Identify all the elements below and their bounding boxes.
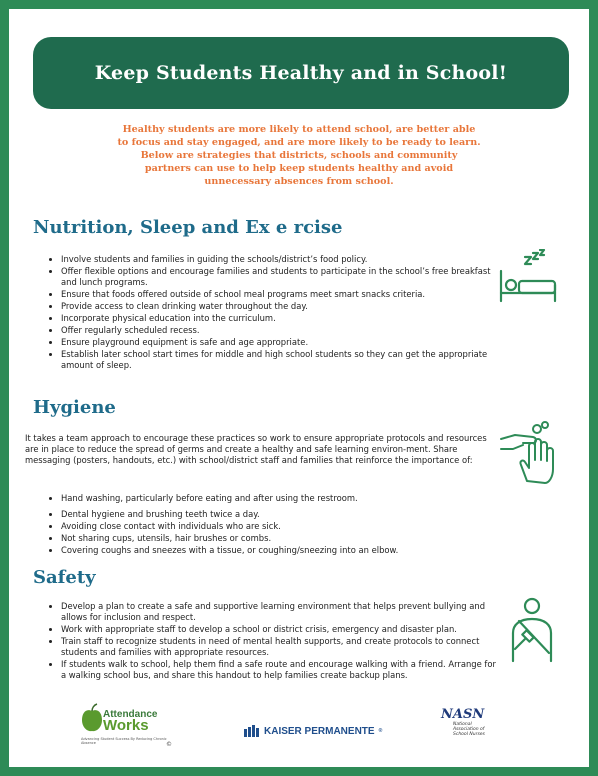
safety-list — [33, 601, 501, 682]
list-item: • If students walk to school, help them find a safe route and encourage walking with a friend. Arrange for a walking school bus, and share this handout to help families create backup plans. — [61, 659, 501, 681]
intro-line: Healthy students are more likely to attend school, are better able — [122, 124, 476, 135]
list-item: • Offer regularly scheduled recess. — [61, 325, 491, 336]
kaiser-symbol-icon — [244, 725, 260, 737]
kaiser-wordmark: KAISER PERMANENTE — [264, 725, 375, 737]
handout-page — [9, 9, 589, 767]
attendance-works-tagline: Advancing Student Success By Reducing Chronic Absence — [81, 737, 167, 745]
list-item: • Involve students and families in guiding the schools/district’s food policy. — [61, 254, 491, 265]
list-item: • Incorporate physical education into the curriculum. — [61, 313, 491, 324]
hygiene-paragraph: It takes a team approach to encourage these practices so work to ensure appropriate protocols and resources are in place to reduce the spread of germs and create a healthy and safe learning environ-ment. Share messaging (posters, handouts, etc.) with school/district staff and families that reinforce the importance of: — [25, 433, 487, 465]
copyright-mark: © — [166, 741, 172, 748]
title-banner — [33, 37, 569, 109]
nasn-subtitle-2: Association of — [453, 727, 485, 732]
list-item: • Dental hygiene and brushing teeth twice a day. — [61, 509, 491, 520]
intro-line: partners can use to help keep students healthy and avoid — [144, 163, 454, 174]
seatbelt-icon — [507, 597, 557, 665]
list-item: • Work with appropriate staff to develop a school or district crisis, emergency and disaster plan. — [61, 624, 501, 635]
page-title: Keep Students Healthy and in School! — [94, 62, 508, 84]
kaiser-registered-mark: ® — [378, 728, 383, 734]
intro-line: to focus and stay engaged, and are more likely to be ready to learn. — [117, 137, 481, 148]
nutrition-heading: Nutrition, Sleep and Ex e rcise — [33, 217, 343, 238]
nasn-logo — [441, 707, 521, 737]
attendance-works-logo — [81, 703, 167, 745]
nasn-wordmark: NASN — [441, 707, 485, 722]
list-item: • Avoiding close contact with individuals who are sick. — [61, 521, 491, 532]
intro-line: Below are strategies that districts, schools and community — [140, 150, 458, 161]
intro-line: unnecessary absences from school. — [204, 176, 394, 187]
list-item: • Establish later school start times for middle and high school students so they can get the appropriate amount of sleep. — [61, 349, 491, 371]
nutrition-list — [33, 254, 491, 372]
hand-washing-icon — [497, 419, 561, 485]
list-item: • Hand washing, particularly before eating and after using the restroom. — [61, 493, 491, 504]
list-item: • Ensure playground equipment is safe and age appropriate. — [61, 337, 491, 348]
safety-heading: Safety — [33, 567, 96, 588]
apple-icon — [81, 703, 103, 733]
attendance-works-wordmark — [103, 709, 158, 734]
list-item: • Develop a plan to create a safe and supportive learning environment that helps prevent bullying and allows for inclusion and respect. — [61, 601, 501, 623]
nasn-subtitle-3: School Nurses — [453, 732, 485, 737]
attendance-works-line1: Attendance — [103, 709, 158, 720]
attendance-works-line2: Works — [103, 717, 149, 734]
hygiene-heading: Hygiene — [33, 397, 116, 418]
intro-text — [89, 123, 509, 188]
list-item: • Covering coughs and sneezes with a tissue, or coughing/sneezing into an elbow. — [61, 545, 491, 556]
list-item: • Offer flexible options and encourage families and students to participate in the school’s free breakfast and lunch programs. — [61, 266, 491, 288]
list-item: • Train staff to recognize students in need of mental health supports, and create protocols to connect students and families with appropriate resources. — [61, 636, 501, 658]
bed-sleep-icon — [497, 249, 559, 305]
list-item: • Provide access to clean drinking water throughout the day. — [61, 301, 491, 312]
hygiene-list — [33, 493, 491, 557]
list-item: • Ensure that foods offered outside of school meal programs meet smart snacks criteria. — [61, 289, 491, 300]
nasn-subtitle-1: National — [453, 722, 472, 727]
list-item: • Not sharing cups, utensils, hair brushes or combs. — [61, 533, 491, 544]
kaiser-permanente-logo — [244, 725, 382, 737]
footer-logos — [9, 699, 589, 759]
